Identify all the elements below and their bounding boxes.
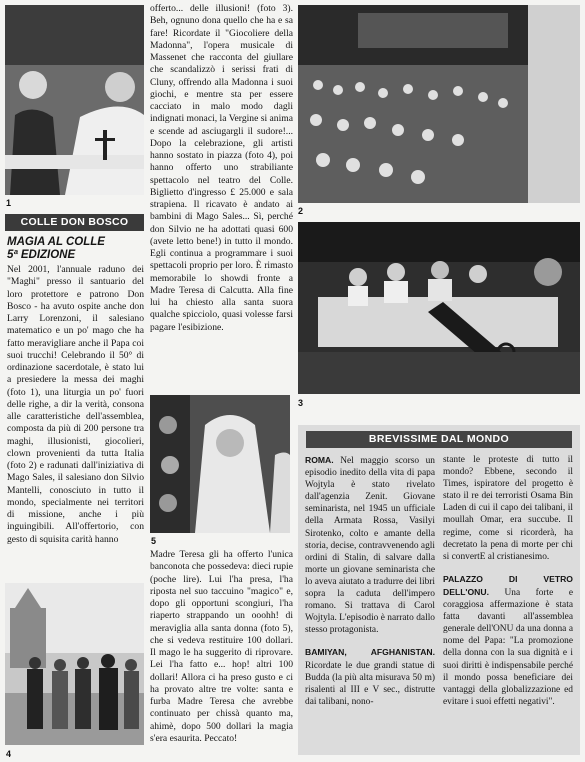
article-headline [7, 236, 144, 261]
photo-5-madre-teresa [150, 395, 290, 533]
article-col1-text: Nel 2001, l'annuale raduno dei "Maghi" presso il santuario del loro protettore e patrono Don Bosco - ha avuto ospite anche don Larry Lorenzoni, il salesiano matematico e un po' mago che ha fatto meravigliare anche il Papa coi suoi trucchi! Celebrando il 50° di ordinazione sacerdotale, è stato lui a presiedere la messa dei maghi (foto 1), una liturgia un po' fuori delle righe, a dir la verità, consona alle caratteristiche dell'assemblea, composta da più di 200 persone tra maghi, illusionisti, giocolieri, clown provenienti da tutta Italia (foto 2) e radunati dall'iniziativa di Mago Sales, il salesiano don Silvio Mantelli, conosciuto in tutto il mondo, specialmente nei territori di missione, anche i più inguingibili. All'offertorio, con gesto di squisita carità hanno [7, 264, 144, 545]
news-column-left [305, 454, 435, 754]
news-item-roma [305, 454, 435, 636]
news-bamiyan-continued: stante le proteste di tutto il mondo? Ebbene, secondo il Times, ispiratore del progetto è stato il re dei terroristi Osama Bin Laden di cui il capo dei talibani, il moullah Omar, era succube. Il regime, come si ricorderà, ha decretato la pena di morte per chi si convertE al cristianesimo. [443, 455, 573, 562]
photo-2-assembly-crowd [298, 5, 580, 203]
photo-4-number: 4 [6, 749, 12, 759]
headline-line-2: 5ª EDIZIONE [7, 248, 76, 261]
article-col3-text: Madre Teresa gli ha offerto l'unica banconota che possedeva: dieci rupie (poche lire). Lui l'ha presa, l'ha riposta nel suo taccuino "magico" e, dopo gli opportuni scongiuri, l'ha riaperto strappando un ooohh! di meraviglia alla santa donna (foto 5), che si vedeva restituire 100 dollari. Il mago le ha suggerito di riprovare. Lei l'ha fatto e... hop! altri 100 dollari! Allora ci ha preso gusto e ci ha provato altre tre volte: santa e furba Madre Teresa che avrebbe continuato per chissà quanto ma, ahimè, dopo 500 dollari la magia s'era esaurita. Peccato! [150, 549, 293, 744]
section-title-bar: COLLE DON BOSCO [5, 214, 144, 231]
photo-3-number: 3 [298, 398, 304, 408]
news-item-bamiyan [305, 646, 435, 707]
news-roma-lead: ROMA. [305, 455, 334, 465]
news-bamiyan-text: Ricordate le due grandi statue di Budda (la più alta misurava 50 m) risalenti al III e V sec., distrutte dai talibani, nono- [305, 660, 435, 707]
photo-5-number: 5 [151, 536, 157, 546]
news-column-right [443, 454, 573, 754]
article-column-1 [7, 264, 144, 577]
news-box-title: BREVISSIME DAL MONDO [306, 431, 572, 448]
news-palazzo-lead: PALAZZO DI VETRO DELL'ONU. [443, 573, 573, 597]
article-column-3 [150, 549, 293, 759]
photo-4-piazza-group [5, 583, 144, 745]
photo-1-number: 1 [6, 198, 12, 208]
article-col2-text: offerto... delle illusioni! (foto 3). Beh, ognuno dona quello che ha e sa fare! Ricordate il "Giocoliere della Madonna", l'opera musicale di Massenet che racconta del giullare che scandalizzò i serissi frati di Cluny, offrendo alla Madonna i suoi giochi, e mentre sta per essere cacciato in malo modo dagli indignati monaci, la Vergine si anima e scende ad asciugargli il sudore!... Dopo la celebrazione, gli artisti hanno sostato in piazza (foto 4), poi hanno offerto uno strabiliante spettacolo nel teatro del Colle. Biglietto d'ingresso £ 25.000 e sala strapiena. Il ricavato è andato ai bambini di Mago Sales... Sì, perché don Silvio ne ha adottati quasi 600 (avete letto bene!) in tutto il mondo. Egli continua a programmare i suoi spettacoli proprio per loro. È rimasto memorabile lo showdi fronte a Madre Teresa di Calcutta. Alla fine lui ha chiesto alla santa suora qualche spicciolo, quasi volesse farsi pagare l'esibizione. [150, 3, 293, 333]
news-roma-text: Nel maggio scorso un episodio inedito della vita di papa Wojtyla è stato rivelato dall'agenzia Zenit. Giovane seminarista, nel 1945 un ufficiale della Armata Rossa, Vasilyi Sirotenko, colto e amante della storia, decise, contravvenendo agli ordini di Stalin, di salvare dalla morte un giovane seminarista che lo aveva aiutato a tradurre dei libri sopra la caduta dell'impero romano. Si trattava di Carol Wojtyla. L'episodio è narrato dallo stesso protagonista. [305, 456, 435, 636]
photo-1-mass-celebration [5, 5, 144, 195]
photo-2-number: 2 [298, 206, 304, 216]
article-column-2 [150, 3, 293, 389]
headline-line-1: MAGIA AL COLLE [7, 236, 105, 248]
news-bamiyan-lead: BAMIYAN, AFGHANISTAN. [305, 647, 435, 658]
news-item-palazzo [443, 573, 573, 708]
news-palazzo-text: Una forte e coraggiosa affermazione è stata fatta davanti all'assemblea generale dell'ONU da una donna a nome del Papa: "La promozione della donna con la sua dignità e i suoi diritti è indispensabile perché il mondo possa beneficiare dei vantaggi della globalizzazione ed evitare i suoi effetti negativi". [443, 587, 573, 707]
news-box [298, 425, 580, 755]
photo-3-altar-offering [298, 222, 580, 394]
